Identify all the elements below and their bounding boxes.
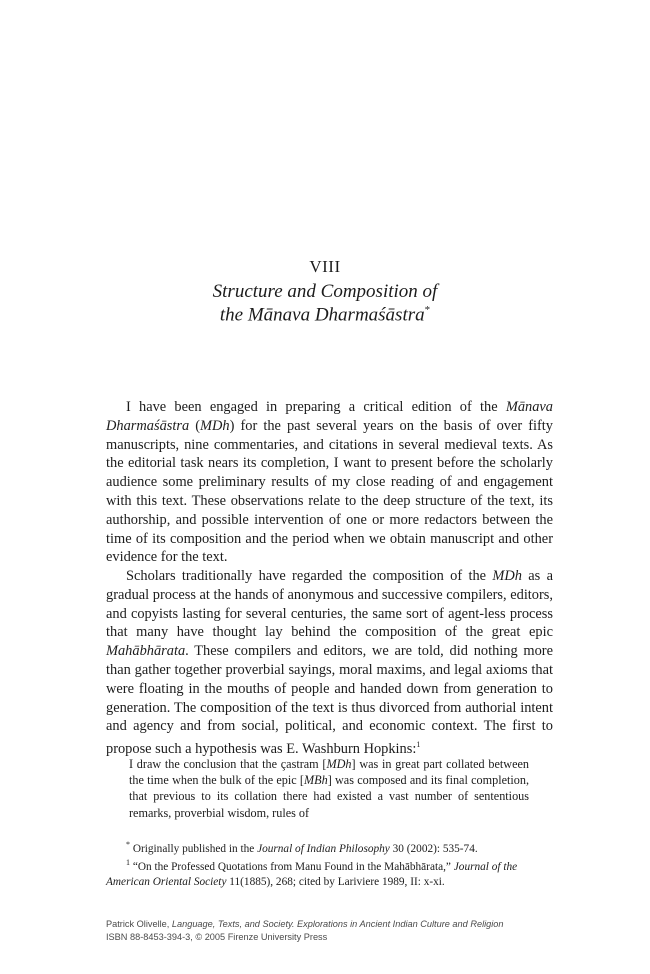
footnote-1-text-a: “On the Professed Quotations from Manu Found in the Mahābhārata,”	[130, 861, 454, 874]
p2-text-c: as a gradual process at the hands of anonymous and successive compilers, editors, and copyists lasting for several centuries, the same sort of agent-less process that many have thought lay behind the composition of the great epic	[106, 568, 553, 641]
chapter-title-line-2	[0, 304, 650, 326]
p1-text-c: (	[189, 417, 201, 434]
paragraph-1	[106, 398, 553, 567]
footnote-ref-1: 1	[416, 740, 421, 750]
footnote-1-journal: Journal of the American Oriental Society	[106, 861, 518, 888]
quote-text-c: ] was in great part collated between the time when the bulk of the epic [	[129, 757, 529, 788]
quote-abbrev-2: MBh	[303, 773, 328, 788]
quote-text-e: ] was composed and its final completion, that previous to its collation there had existed a vast number of sententious remarks, proverbial wisdom, rules of	[129, 773, 529, 820]
credit-line-1	[106, 918, 504, 931]
credit-book-title: Language, Texts, and Society. Explorations in Ancient Indian Culture and Religion	[171, 919, 504, 929]
chapter-number: VIII	[309, 257, 341, 276]
p2-epic-title: Mahābhārata	[106, 643, 186, 660]
footnote-1-mark: 1	[126, 858, 130, 868]
footnote-star-text-b: 30 (2002): 535-74.	[389, 842, 478, 855]
quote-abbrev-1: MDh	[326, 757, 352, 771]
footnote-1	[106, 856, 553, 889]
footnote-star	[106, 838, 553, 856]
footnote-star-mark: *	[126, 840, 130, 849]
p2-abbrev: MDh	[492, 568, 522, 584]
footnote-star-text-a: Originally published in the	[130, 842, 258, 855]
p2-text-e: . These compilers and editors, we are told, did nothing more than gather together proverbial sayings, moral maxims, and legal axioms that were floating in the mouths of people and handed down from generation to generation. The composition of the text is thus divorced from authorial intent and agency and from social, political, and economic context. The first to propose such a hypothesis was E. Washburn Hopkins:	[106, 643, 553, 757]
chapter-title-text: the Mānava Dharmaśāstra	[219, 304, 425, 326]
footnote-star-journal: Journal of Indian Philosophy	[257, 842, 390, 855]
credit-isbn: ISBN 88-8453-394-3, © 2005 Firenze University Press	[106, 931, 328, 942]
chapter-title-line-1: Structure and Composition of	[212, 281, 438, 302]
p1-abbrev: MDh	[200, 417, 230, 434]
p1-text-e: ) for the past several years on the basis of over fifty manuscripts, nine commentaries, and citations in several medieval texts. As the editorial task nears its completion, I want to present before the scholarly audience some preliminary results of my close reading of and engagement with this text. These observations relate to the deep structure of the text, its authorship, and possible intervention of one or more redactors between the time of its composition and the period when we obtain manuscript and other evidence for the text.	[106, 417, 553, 566]
p1-text-a: I have been engaged in preparing a critical edition of the	[126, 399, 506, 415]
footnotes	[106, 838, 553, 889]
quote-text-a: I draw the conclusion that the çastram [	[129, 757, 327, 771]
p2-text-a: Scholars traditionally have regarded the composition of the	[126, 568, 493, 584]
credit-author: Patrick Olivelle,	[106, 919, 172, 929]
publication-credit	[106, 918, 504, 943]
paragraph-2	[106, 567, 553, 759]
footnote-1-text-b: 11(1885), 268; cited by Lariviere 1989, II: x-xi.	[226, 875, 445, 888]
p1-work-title: Mānava Dharmaśāstra	[106, 399, 553, 434]
title-footnote-mark: *	[424, 304, 431, 316]
block-quote	[129, 756, 529, 821]
